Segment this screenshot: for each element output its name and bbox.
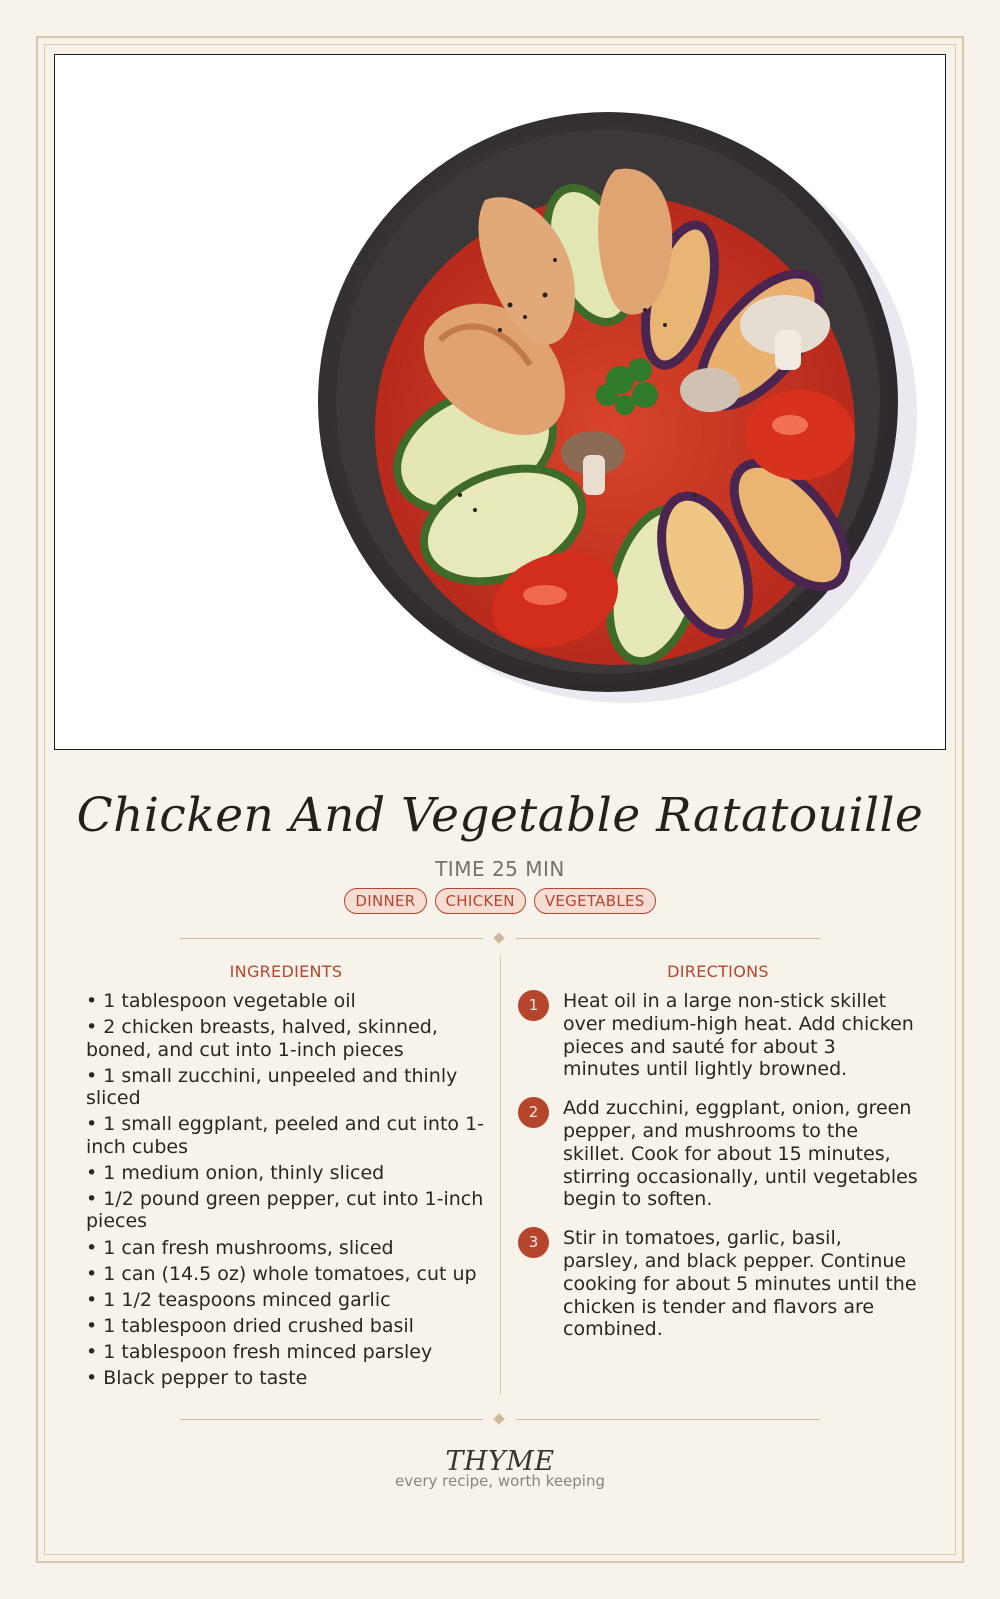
ingredient-item: • 2 chicken breasts, halved, skinned, boned, and cut into 1-inch pieces xyxy=(86,1016,438,1061)
tag-chicken: CHICKEN xyxy=(435,888,526,914)
ingredient-item: • 1/2 pound green pepper, cut into 1-inch pieces xyxy=(86,1187,484,1233)
ingredient-item: • 1 1/2 teaspoons minced garlic xyxy=(86,1288,391,1311)
step-number-badge: 2 xyxy=(518,1097,549,1128)
ingredient-item: • 1 medium onion, thinly sliced xyxy=(86,1161,385,1184)
direction-step xyxy=(518,1227,918,1341)
brand-tagline: every recipe, worth keeping xyxy=(394,1472,605,1490)
ingredient-item: • 1 tablespoon vegetable oil xyxy=(86,990,356,1012)
ingredient-item: • 1 small eggplant, peeled and cut into 1-inch cubes xyxy=(86,1113,485,1158)
ingredients-heading: INGREDIENTS xyxy=(229,962,343,981)
ingredient-item: • 1 can fresh mushrooms, sliced xyxy=(86,1236,394,1259)
directions-list xyxy=(518,990,918,1357)
ingredient-item: • 1 small zucchini, unpeeled and thinly sliced xyxy=(86,1064,458,1110)
directions-heading: DIRECTIONS xyxy=(667,962,769,981)
diamond-icon xyxy=(493,932,504,943)
direction-step xyxy=(518,990,918,1081)
ingredient-item: • 1 tablespoon dried crushed basil xyxy=(86,1314,414,1337)
ingredient-item: • 1 can (14.5 oz) whole tomatoes, cut up xyxy=(86,1262,477,1285)
step-number-badge: 1 xyxy=(518,990,549,1021)
ingredient-item: • 1 tablespoon fresh minced parsley xyxy=(86,1340,433,1363)
step-text: Stir in tomatoes, garlic, basil, parsley, and black pepper. Continue cooking for about 5 minutes until the chicken is tender and flavors are combined. xyxy=(563,1227,917,1341)
step-text: Heat oil in a large non-stick skillet over medium-high heat. Add chicken pieces and sauté for about 3 minutes until lightly browned. xyxy=(563,990,914,1081)
cook-time: TIME 25 MIN xyxy=(435,857,565,881)
top-divider xyxy=(180,933,820,945)
tag-list xyxy=(0,888,1000,914)
diamond-icon xyxy=(493,1413,504,1424)
ingredients-list xyxy=(86,990,486,1393)
column-separator xyxy=(500,955,501,1395)
tag-vegetables: VEGETABLES xyxy=(534,888,656,914)
bottom-divider xyxy=(180,1414,820,1426)
direction-step xyxy=(518,1097,918,1211)
ingredient-item: • Black pepper to taste xyxy=(86,1367,308,1390)
brand-logo-text: THYME xyxy=(445,1446,555,1477)
tag-dinner: DINNER xyxy=(344,888,426,914)
step-number-badge: 3 xyxy=(518,1227,549,1258)
step-text: Add zucchini, eggplant, onion, green pepper, and mushrooms to the skillet. Cook for about 15 minutes, stirring occasionally, until vegetables begin to soften. xyxy=(563,1097,918,1211)
recipe-title: Chicken And Vegetable Ratatouille xyxy=(76,788,924,843)
recipe-photo xyxy=(54,54,946,750)
